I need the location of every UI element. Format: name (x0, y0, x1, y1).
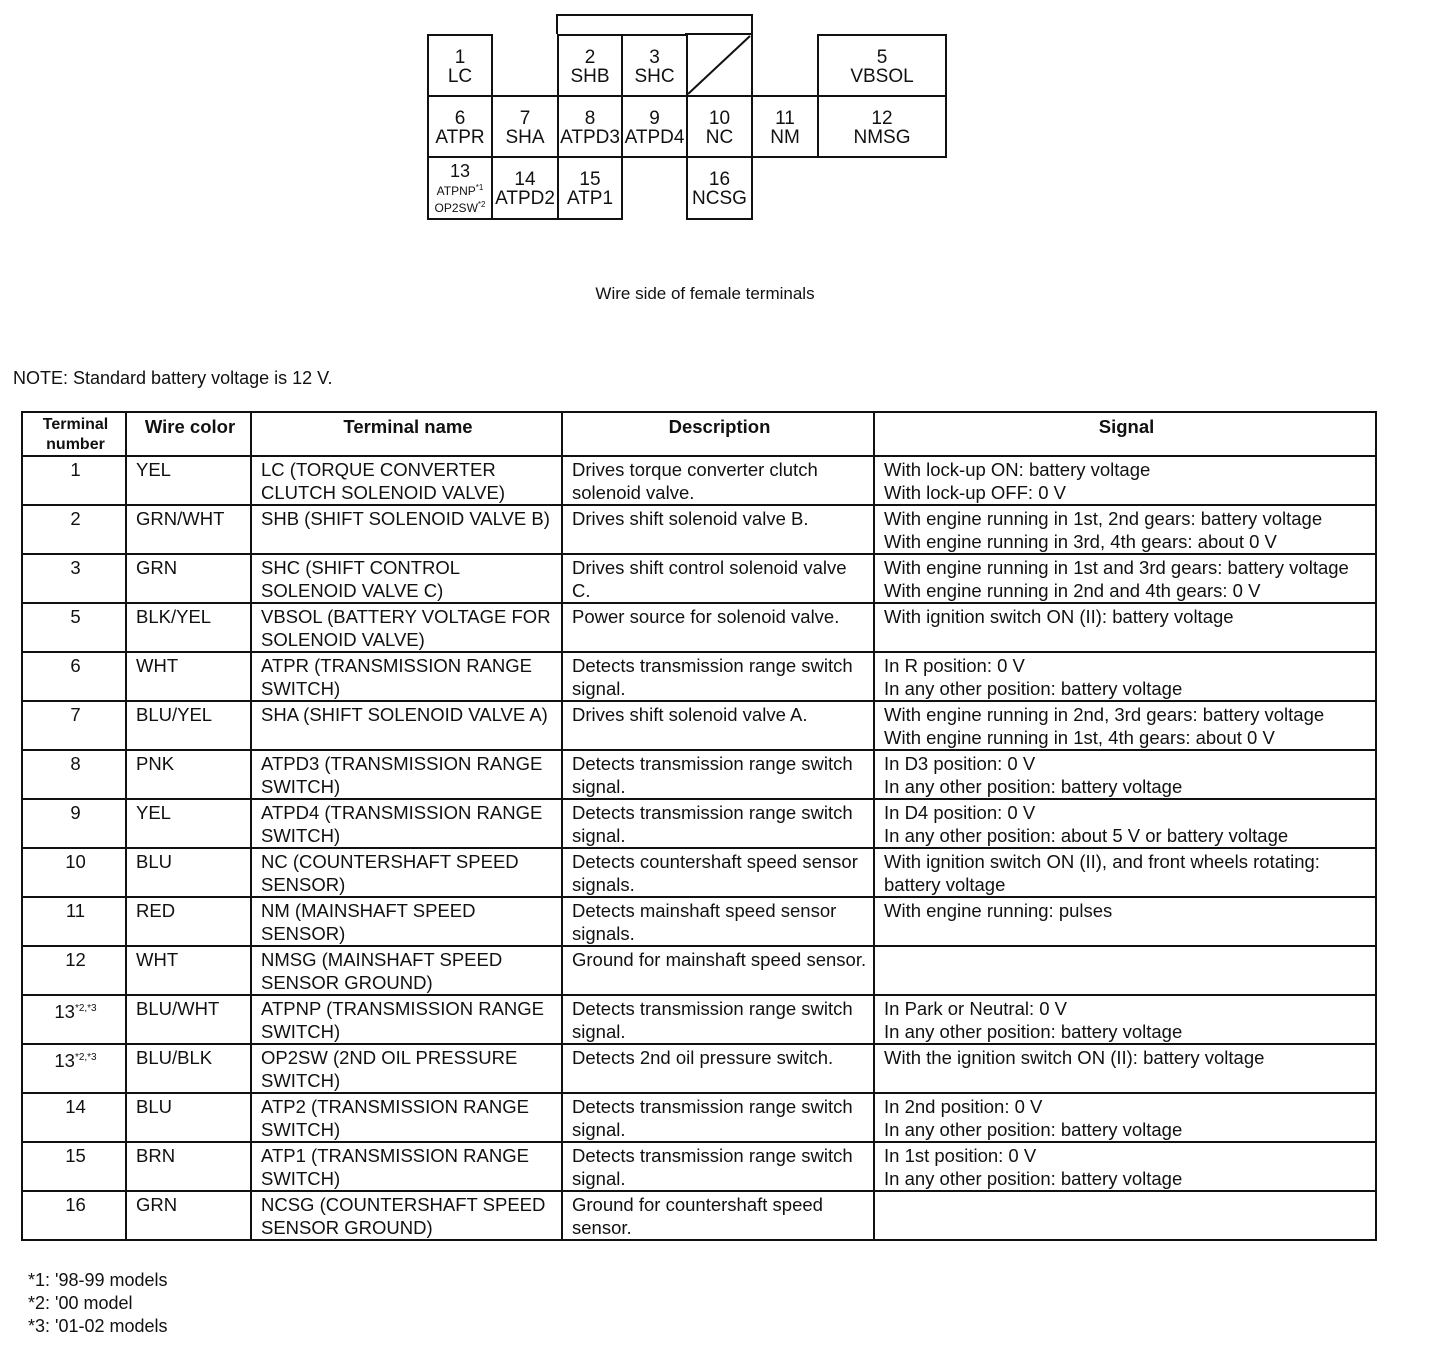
cell-description: Drives torque converter clutch solenoid valve. (562, 456, 874, 505)
table-row (22, 1044, 1376, 1093)
cell-terminal-number: 1 (22, 456, 126, 505)
cell-terminal-number: 3 (22, 554, 126, 603)
cell-terminal-name: ATPR (TRANSMISSION RANGE SWITCH) (251, 652, 562, 701)
cell-signal (874, 946, 1376, 995)
cell-signal (874, 750, 1376, 799)
table-row (22, 554, 1376, 603)
cell-signal (874, 554, 1376, 603)
signal-line: With ignition switch ON (II): battery voltage (884, 606, 1234, 627)
cell-wire-color: GRN (126, 554, 251, 603)
cell-terminal-number: $13^{*2,*3}$ (22, 1044, 126, 1093)
cell-terminal-number: 11 (22, 897, 126, 946)
cell-description: Detects countershaft speed sensor signals. (562, 848, 874, 897)
signal-line: In R position: 0 V (884, 655, 1025, 676)
cell-terminal-number: 14 (22, 1093, 126, 1142)
table-row (22, 995, 1376, 1044)
cell-description: Detects 2nd oil pressure switch. (562, 1044, 874, 1093)
cell-terminal-number: 8 (22, 750, 126, 799)
cell-signal (874, 897, 1376, 946)
cell-terminal-name: ATP2 (TRANSMISSION RANGE SWITCH) (251, 1093, 562, 1142)
footnote: *1: '98-99 models (28, 1270, 168, 1290)
cell-signal (874, 848, 1376, 897)
cell-terminal-name: ATPNP (TRANSMISSION RANGE SWITCH) (251, 995, 562, 1044)
signal-line: With engine running: pulses (884, 900, 1113, 921)
cell-description: Drives shift solenoid valve A. (562, 701, 874, 750)
cell-description: Detects transmission range switch signal. (562, 799, 874, 848)
cell-terminal-name: ATPD4 (TRANSMISSION RANGE SWITCH) (251, 799, 562, 848)
terminal-cell-14: 14 ATPD2 (491, 156, 559, 220)
table-row (22, 701, 1376, 750)
signal-line: In any other position: battery voltage (884, 1021, 1183, 1042)
footnote: *3: '01-02 models (28, 1316, 168, 1336)
cell-terminal-number: 15 (22, 1142, 126, 1191)
cell-wire-color: WHT (126, 946, 251, 995)
cell-description: Ground for countershaft speed sensor. (562, 1191, 874, 1240)
terminal-cell-2: 2 SHB (557, 34, 623, 97)
signal-line: In 1st position: 0 V (884, 1145, 1037, 1166)
cell-terminal-name: ATP1 (TRANSMISSION RANGE SWITCH) (251, 1142, 562, 1191)
battery-voltage-note: NOTE: Standard battery voltage is 12 V. (13, 368, 333, 388)
signal-line: In any other position: battery voltage (884, 678, 1183, 699)
cell-wire-color: GRN/WHT (126, 505, 251, 554)
terminal-cell-3: 3 SHC (621, 34, 688, 97)
signal-line: With the ignition switch ON (II): battery voltage (884, 1047, 1265, 1068)
terminal-cell-5: 5 VBSOL (817, 34, 947, 97)
cell-description: Ground for mainshaft speed sensor. (562, 946, 874, 995)
cell-terminal-number: 2 (22, 505, 126, 554)
cell-signal (874, 603, 1376, 652)
cell-wire-color: WHT (126, 652, 251, 701)
signal-line: With ignition switch ON (II), and front wheels rotating: battery voltage (884, 851, 1320, 895)
cell-description: Detects transmission range switch signal. (562, 995, 874, 1044)
cell-wire-color: BLU (126, 848, 251, 897)
terminal-cell-11: 11 NM (751, 95, 819, 158)
header-terminal-number: Terminal number (22, 412, 126, 456)
cell-wire-color: GRN (126, 1191, 251, 1240)
table-row (22, 1142, 1376, 1191)
cell-signal (874, 799, 1376, 848)
signal-line: In Park or Neutral: 0 V (884, 998, 1068, 1019)
cell-description: Power source for solenoid valve. (562, 603, 874, 652)
cell-signal (874, 1093, 1376, 1142)
table-row (22, 1093, 1376, 1142)
terminal-cell-1: 1 LC (427, 34, 493, 97)
cell-signal (874, 995, 1376, 1044)
cell-signal (874, 1142, 1376, 1191)
header-description: Description (562, 412, 874, 456)
terminal-table (21, 411, 1377, 1241)
footnotes (28, 1269, 168, 1338)
diagram-caption: Wire side of female terminals (595, 284, 815, 303)
cell-description: Detects transmission range switch signal. (562, 652, 874, 701)
table-row (22, 456, 1376, 505)
header-terminal-name: Terminal name (251, 412, 562, 456)
cell-signal (874, 456, 1376, 505)
signal-line: In any other position: battery voltage (884, 1168, 1183, 1189)
cell-terminal-name: NC (COUNTERSHAFT SPEED SENSOR) (251, 848, 562, 897)
cell-terminal-number: 10 (22, 848, 126, 897)
cell-description: Detects transmission range switch signal. (562, 1093, 874, 1142)
table-row (22, 750, 1376, 799)
signal-line: With lock-up OFF: 0 V (884, 482, 1066, 503)
signal-line: In D3 position: 0 V (884, 753, 1036, 774)
cell-description: Detects transmission range switch signal. (562, 750, 874, 799)
signal-line: With engine running in 1st, 2nd gears: battery voltage (884, 508, 1323, 529)
table-row (22, 897, 1376, 946)
cell-terminal-name: ATPD3 (TRANSMISSION RANGE SWITCH) (251, 750, 562, 799)
cell-terminal-name: NM (MAINSHAFT SPEED SENSOR) (251, 897, 562, 946)
terminal-cell-9: 9 ATPD4 (621, 95, 688, 158)
terminal-cell-10: 10 NC (686, 95, 753, 158)
cell-terminal-name: VBSOL (BATTERY VOLTAGE FOR SOLENOID VALVE) (251, 603, 562, 652)
cell-signal (874, 1191, 1376, 1240)
cell-wire-color: PNK (126, 750, 251, 799)
signal-line: With engine running in 3rd, 4th gears: about 0 V (884, 531, 1277, 552)
terminal-cell-6: 6 ATPR (427, 95, 493, 158)
cell-terminal-name: NCSG (COUNTERSHAFT SPEED SENSOR GROUND) (251, 1191, 562, 1240)
cell-terminal-number: 12 (22, 946, 126, 995)
signal-line: With engine running in 2nd, 3rd gears: battery voltage (884, 704, 1325, 725)
signal-line: In any other position: about 5 V or battery voltage (884, 825, 1289, 846)
terminal-cell-7: 7 SHA (491, 95, 559, 158)
cell-terminal-number: 16 (22, 1191, 126, 1240)
terminal-cell-16: 16 NCSG (686, 156, 753, 220)
signal-line: In 2nd position: 0 V (884, 1096, 1043, 1117)
signal-line: In D4 position: 0 V (884, 802, 1036, 823)
terminal-cell-8: 8 ATPD3 (557, 95, 623, 158)
cell-signal (874, 1044, 1376, 1093)
cell-description: Drives shift solenoid valve B. (562, 505, 874, 554)
cell-terminal-number: 5 (22, 603, 126, 652)
cell-signal (874, 652, 1376, 701)
cell-signal (874, 701, 1376, 750)
cell-terminal-name: OP2SW (2ND OIL PRESSURE SWITCH) (251, 1044, 562, 1093)
cell-description: Drives shift control solenoid valve C. (562, 554, 874, 603)
table-row (22, 946, 1376, 995)
cell-description: Detects transmission range switch signal. (562, 1142, 874, 1191)
cell-wire-color: BRN (126, 1142, 251, 1191)
cell-description: Detects mainshaft speed sensor signals. (562, 897, 874, 946)
cell-wire-color: BLU/WHT (126, 995, 251, 1044)
terminal-cell-13: 13 ATPNP$^{*1}$ OP2SW$^{*2}$ (427, 156, 493, 220)
table-row (22, 505, 1376, 554)
signal-line: With engine running in 1st, 4th gears: about 0 V (884, 727, 1275, 748)
table-row (22, 848, 1376, 897)
cell-terminal-number: $13^{*2,*3}$ (22, 995, 126, 1044)
signal-line: With engine running in 2nd and 4th gears: 0 V (884, 580, 1261, 601)
table-row (22, 652, 1376, 701)
cell-terminal-name: SHB (SHIFT SOLENOID VALVE B) (251, 505, 562, 554)
table-row (22, 603, 1376, 652)
cell-terminal-name: LC (TORQUE CONVERTER CLUTCH SOLENOID VALVE) (251, 456, 562, 505)
cell-wire-color: RED (126, 897, 251, 946)
cell-terminal-name: NMSG (MAINSHAFT SPEED SENSOR GROUND) (251, 946, 562, 995)
cell-wire-color: BLU/BLK (126, 1044, 251, 1093)
signal-line: In any other position: battery voltage (884, 1119, 1183, 1140)
table-row (22, 799, 1376, 848)
cell-wire-color: YEL (126, 799, 251, 848)
cell-terminal-number: 7 (22, 701, 126, 750)
terminal-cell-15: 15 ATP1 (557, 156, 623, 220)
cell-terminal-name: SHA (SHIFT SOLENOID VALVE A) (251, 701, 562, 750)
signal-line: In any other position: battery voltage (884, 776, 1183, 797)
terminal-cell-12: 12 NMSG (817, 95, 947, 158)
signal-line: With engine running in 1st and 3rd gears: battery voltage (884, 557, 1349, 578)
cell-wire-color: YEL (126, 456, 251, 505)
cell-wire-color: BLU (126, 1093, 251, 1142)
footnote: *2: '00 model (28, 1293, 133, 1313)
table-row (22, 1191, 1376, 1240)
header-signal: Signal (874, 412, 1376, 456)
table-header-row (22, 412, 1376, 456)
cell-signal (874, 505, 1376, 554)
connector-diagram (0, 0, 1440, 240)
cell-terminal-number: 6 (22, 652, 126, 701)
cell-terminal-number: 9 (22, 799, 126, 848)
cell-wire-color: BLK/YEL (126, 603, 251, 652)
cell-wire-color: BLU/YEL (126, 701, 251, 750)
cell-terminal-name: SHC (SHIFT CONTROL SOLENOID VALVE C) (251, 554, 562, 603)
header-wire-color: Wire color (126, 412, 251, 456)
signal-line: With lock-up ON: battery voltage (884, 459, 1151, 480)
